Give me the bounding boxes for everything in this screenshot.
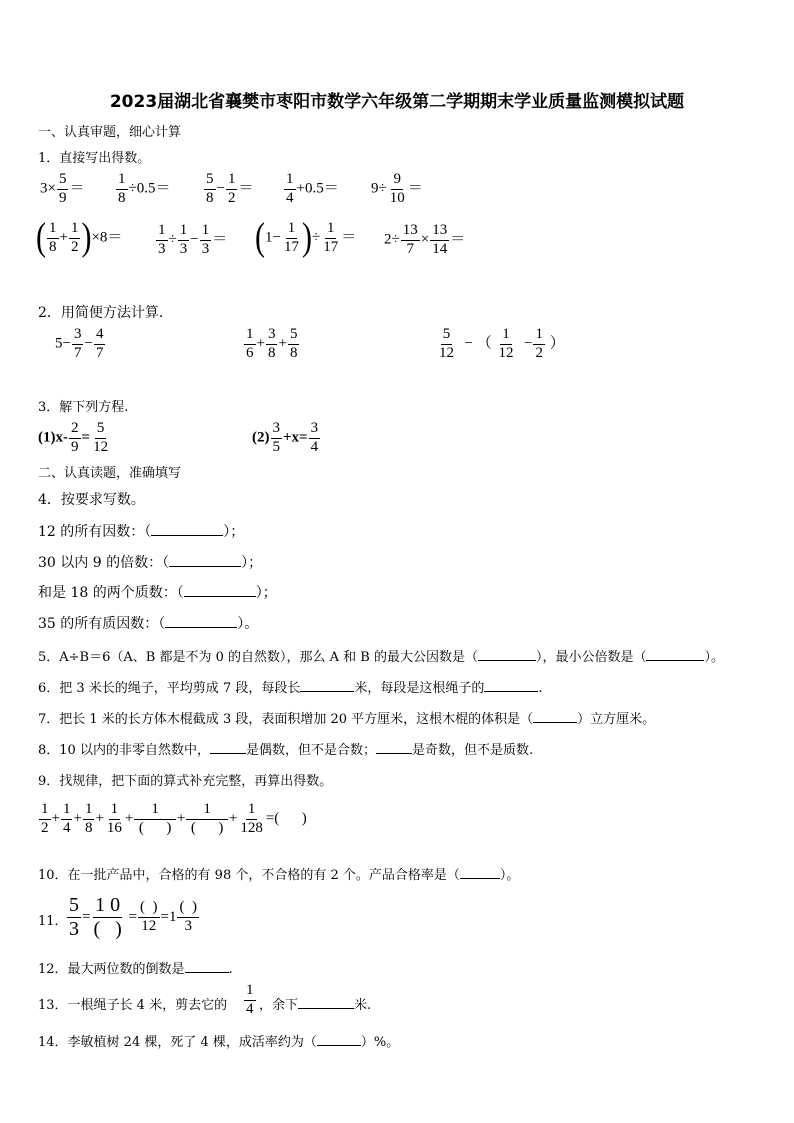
q3-equation-1: (1)x- $\frac{2}{9}$ = $\frac{5}{12}$ [38,420,109,455]
q1-expr-7: $\frac{1}{3}$ ÷ $\frac{1}{3}$ − $\frac{1}{3}$ ＝ [158,222,228,257]
q13-fraction: $\frac{1}{4}$ [246,982,254,1017]
q1-expr-6: ( $\frac{1}{8}$ + $\frac{1}{2}$ )×8＝ [36,216,123,260]
q11-expr: $\frac{5}{3}$ = $\frac{1 0}{( )}$ = $\frac{( )}{12}$ =1 $\frac{( )}{3}$ [69,894,197,940]
q4-label: 4．按要求写数。 [38,492,145,508]
q3-label: 3．解下列方程. [38,400,129,415]
q9-label: 9．找规律，把下面的算式补充完整，再算出得数。 [38,774,333,789]
q4-line-2: 30 以内 9 的倍数：（ ）； [38,555,263,571]
q14-text: 14．李敏植树 24 棵，死了 4 棵，成活率约为（ ）%。 [38,1035,400,1050]
q3-equation-2: (2) $\frac{3}{5}$ +x= $\frac{3}{4}$ [252,420,319,455]
q2-expr-3: $\frac{5}{12}$ − （ $\frac{1}{12}$ − $\frac{1}{2}$ ） [439,326,565,361]
page-title: 2023届湖北省襄樊市枣阳市数学六年级第二学期期末学业质量监测模拟试题 [109,92,685,112]
q1-expr-2: $\frac{1}{8}$ ÷0.5＝ [118,171,171,206]
q1-expr-8: (1− $\frac{1}{17}$ )÷ $\frac{1}{17}$ ＝ [255,216,357,260]
q13-text-b: ，余下 米. [259,998,372,1013]
q1-expr-4: $\frac{1}{4}$ +0.5＝ [286,171,339,206]
q7-text: 7．把长 1 米的长方体木棍截成 3 段，表面积增加 20 平方厘米，这根木棍的体积是（ ）立方厘米。 [38,712,656,727]
q2-expr-1: 5− $\frac{3}{7}$ − $\frac{4}{7}$ [55,326,104,361]
q1-expr-1: 3× $\frac{5}{9}$ ＝ [40,171,85,206]
q2-label: 2．用简便方法计算. [38,305,164,321]
q4-line-3: 和是 18 的两个质数：（ ）； [38,585,277,601]
section-2-heading: 二、认真读题，准确填写 [38,466,182,481]
q2-expr-2: $\frac{1}{6}$ + $\frac{3}{8}$ + $\frac{5}{8}$ [246,326,298,361]
q1-expr-9: 2÷ $\frac{13}{7}$ × $\frac{13}{14}$ ＝ [384,222,466,257]
q1-expr-5: 9÷ $\frac{9}{10}$ ＝ [371,171,423,206]
q8-text: 8．10 以内的非零自然数中， 是偶数，但不是合数； 是奇数，但不是质数. [38,743,534,758]
q6-text: 6．把 3 米长的绳子，平均剪成 7 段，每段长 米，每段是这根绳子的 . [38,681,543,696]
q12-text: 12．最大两位数的倒数是 . [38,962,233,977]
section-1-heading: 一、认真审题，细心计算 [38,125,182,140]
q9-series: $\frac{1}{2}$ + $\frac{1}{4}$ + $\frac{1}{8}$ + $\frac{1}{16}$ + $\frac{1}{( )}$ + $\frac{1}{( )}$ + $\frac{1}{128}$ =( ) [41,801,307,836]
q4-line-4: 35 的所有质因数：（ ）。 [38,616,259,632]
q1-expr-3: $\frac{5}{8}$ − $\frac{1}{2}$ ＝ [206,171,254,206]
q1-label: 1．直接写出得数。 [38,151,151,166]
q10-text: 10．在一批产品中，合格的有 98 个，不合格的有 2 个。产品合格率是（ ）。 [38,868,520,883]
q4-line-1: 12 的所有因数：（ ）； [38,524,245,540]
q5-text: 5．A÷B＝6（A、B 都是不为 0 的自然数），那么 A 和 B 的最大公因数是（ ），最小公倍数是（ ）。 [38,650,724,665]
q13-text-a: 13．一根绳子长 4 米，剪去它的 [38,998,228,1013]
q11-label: 11． [38,914,68,929]
